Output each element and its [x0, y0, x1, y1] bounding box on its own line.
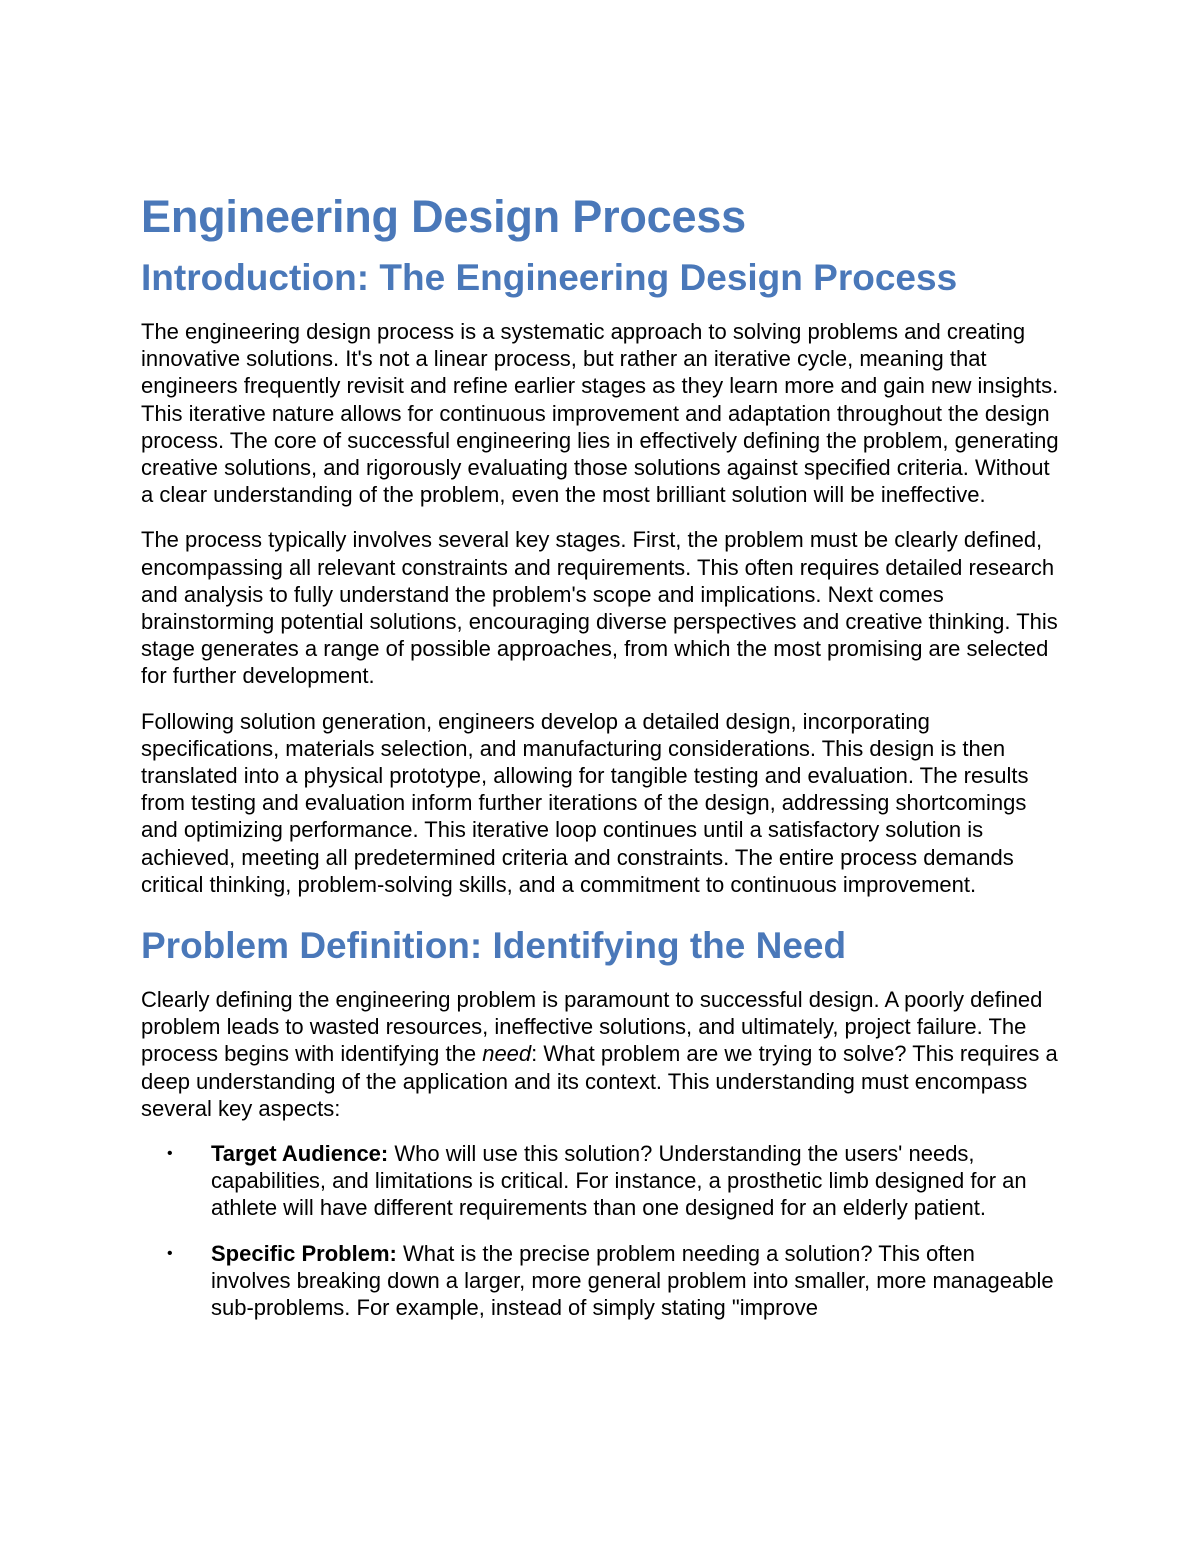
- intro-paragraph-2: The process typically involves several key stages. First, the problem must be clearly defined, encompassing all relevant constraints and requirements. This often requires detailed research and analysis to fully understand the problem's scope and implications. Next comes brainstorming potential solutions, encouraging diverse perspectives and creative thinking. This stage generates a range of possible approaches, from which the most promising are selected for further development.: [141, 527, 1058, 689]
- problem-paragraph-end: : What problem are we trying to solve? This requires a deep understanding of the application and its context. This understanding must encompass several key aspects:: [141, 1041, 1058, 1121]
- need-emphasis: need: [482, 1041, 532, 1067]
- list-item: [141, 1140, 1059, 1222]
- list-item-term: Specific Problem:: [211, 1240, 397, 1266]
- document-page: [141, 188, 1059, 1339]
- intro-paragraph-3: Following solution generation, engineers develop a detailed design, incorporating specifications, materials selection, and manufacturing considerations. This design is then translated into a physical prototype, allowing for tangible testing and evaluation. The results from testing and evaluation inform further iterations of the design, addressing shortcomings and optimizing performance. This iterative loop continues until a satisfactory solution is achieved, meeting all predetermined criteria and constraints. The entire process demands critical thinking, problem-solving skills, and a commitment to continuous improvement.: [141, 708, 1029, 897]
- bullet-icon: •: [167, 1244, 173, 1262]
- problem-paragraph: [141, 986, 1059, 1122]
- list-item-text: What is the precise problem needing a solution? This often involves breaking down a larger, more general problem into smaller, more manageable sub-problems. For example, instead of simply stating "improve: [211, 1240, 1054, 1321]
- list-item: [141, 1240, 1059, 1322]
- problem-heading: Problem Definition: Identifying the Need: [141, 925, 847, 967]
- document-title: Engineering Design Process: [141, 191, 746, 242]
- problem-paragraph-start: Clearly defining the engineering problem is paramount to successful design. A poorly defined problem leads to wasted resources, ineffective solutions, and ultimately, project failure. The process begins with identifying the: [141, 987, 1043, 1067]
- list-item-term: Target Audience:: [211, 1141, 389, 1167]
- intro-heading: Introduction: The Engineering Design Process: [141, 257, 958, 298]
- bullet-icon: •: [167, 1145, 173, 1163]
- key-aspects-list: [141, 1140, 1059, 1321]
- list-item-text: Who will use this solution? Understanding the users' needs, capabilities, and limitations is critical. For instance, a prosthetic limb designed for an athlete will have different requirements than one designed for an elderly patient.: [211, 1141, 1027, 1221]
- intro-paragraph-1: The engineering design process is a systematic approach to solving problems and creating innovative solutions. It's not a linear process, but rather an iterative cycle, meaning that engineers frequently revisit and refine earlier stages as they learn more and gain new insights. This iterative nature allows for continuous improvement and adaptation throughout the design process. The core of successful engineering lies in effectively defining the problem, generating creative solutions, and rigorously evaluating those solutions against specified criteria. Without a clear understanding of the problem, even the most brilliant solution will be ineffective.: [141, 319, 1059, 508]
